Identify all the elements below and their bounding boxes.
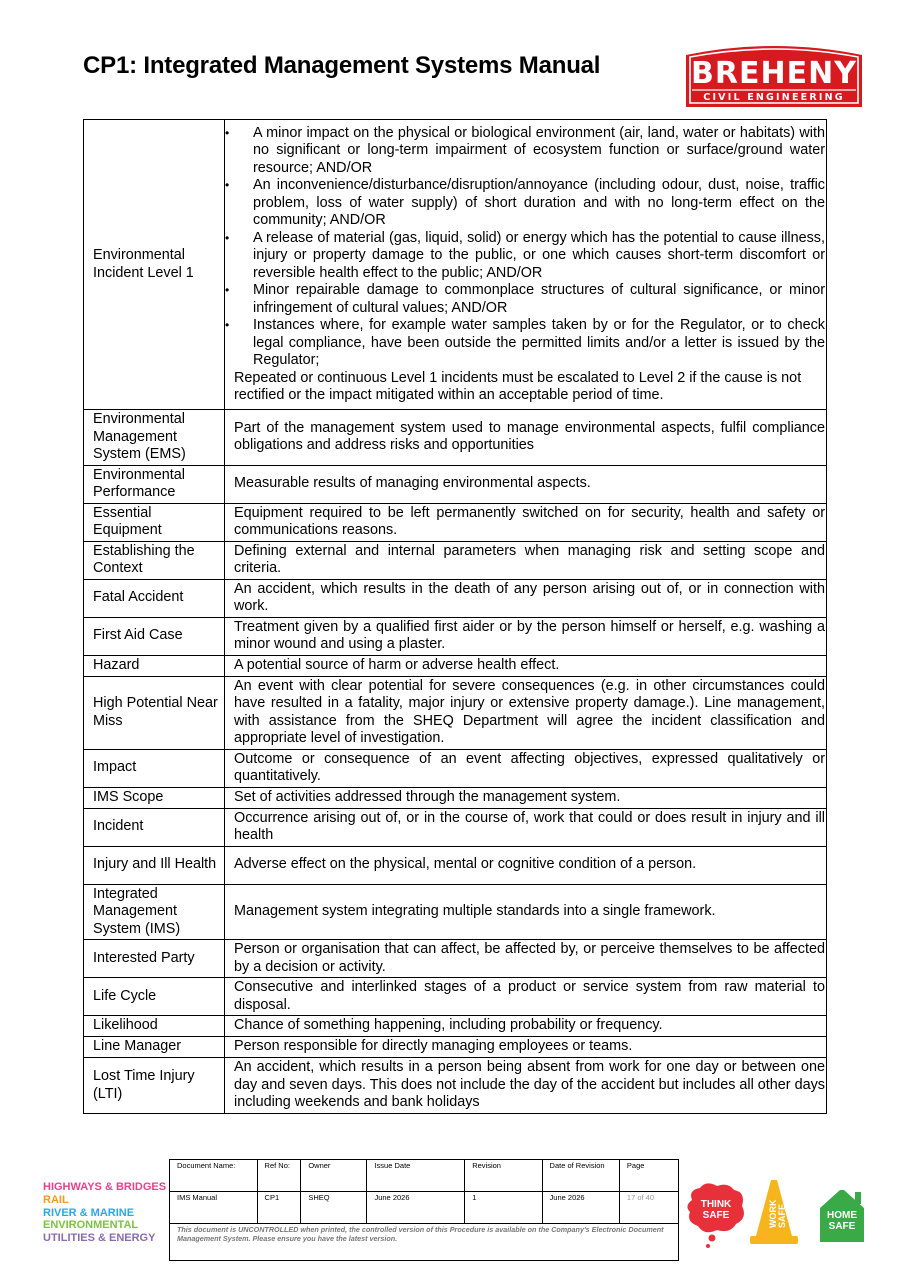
definition-cell: A potential source of harm or adverse health effect. <box>225 655 827 676</box>
term-cell: Essential Equipment <box>84 503 225 541</box>
term-cell: Fatal Accident <box>84 579 225 617</box>
definition-cell: Outcome or consequence of an event affecting objectives, expressed qualitatively or quantitatively. <box>225 749 827 787</box>
revision-value: 1 <box>465 1192 542 1224</box>
definition-cell: Consecutive and interlinked stages of a product or service system from raw material to disposal. <box>225 978 827 1016</box>
term-cell: Lost Time Injury (LTI) <box>84 1058 225 1114</box>
table-row <box>84 787 827 808</box>
term-cell: Environmental Management System (EMS) <box>84 410 225 466</box>
control-header: Ref No: <box>257 1160 301 1192</box>
definition-cell: Chance of something happening, including probability or frequency. <box>225 1016 827 1037</box>
date-of-revision-value: June 2026 <box>542 1192 619 1224</box>
definition-cell: Person or organisation that can affect, be affected by, or perceive themselves to be affected by a decision or activity. <box>225 940 827 978</box>
ref-no-value: CP1 <box>257 1192 301 1224</box>
term-cell: First Aid Case <box>84 617 225 655</box>
definition-cell: Person responsible for directly managing employees or teams. <box>225 1037 827 1058</box>
table-row <box>84 884 827 940</box>
control-value-row <box>170 1192 679 1224</box>
work-safe-label: SAFE <box>777 1203 787 1228</box>
page-number: 17 of 40 <box>619 1192 678 1224</box>
home-safe-icon <box>820 1190 864 1242</box>
table-row <box>84 749 827 787</box>
document-name-value: IMS Manual <box>170 1192 258 1224</box>
term-cell: Life Cycle <box>84 978 225 1016</box>
table-row <box>84 1016 827 1037</box>
definition-cell: Measurable results of managing environmental aspects. <box>225 465 827 503</box>
control-header: Issue Date <box>367 1160 465 1192</box>
sector-list <box>43 1181 166 1245</box>
term-cell: Likelihood <box>84 1016 225 1037</box>
term-cell: High Potential Near Miss <box>84 676 225 749</box>
table-row <box>84 541 827 579</box>
control-header: Owner <box>301 1160 367 1192</box>
term-cell: Environmental Performance <box>84 465 225 503</box>
home-label: HOME <box>827 1210 857 1221</box>
think-safe-icon <box>687 1183 744 1248</box>
control-header: Document Name: <box>170 1160 258 1192</box>
think-safe-label: SAFE <box>702 1210 730 1221</box>
uncontrolled-notice: This document is UNCONTROLLED when printed, the controlled version of this Procedure is available on the Company's Electronic Document Management System. Please ensure you have the latest version. <box>170 1224 679 1261</box>
list-item: • An inconvenience/disturbance/disruption/annoyance (including odour, dust, noise, traffic problem, loss of water supply) of short duration and with no long-term effect on the community; AND/OR <box>253 177 825 230</box>
table-row <box>84 120 827 410</box>
term-cell: IMS Scope <box>84 787 225 808</box>
table-row <box>84 1058 827 1114</box>
term-cell: Impact <box>84 749 225 787</box>
sector-rail: RAIL <box>43 1193 69 1206</box>
definition-cell: Adverse effect on the physical, mental or cognitive condition of a person. <box>225 846 827 884</box>
document-title: CP1: Integrated Management Systems Manual <box>83 52 601 79</box>
definition-cell: Equipment required to be left permanently switched on for security, health and safety or communications reasons. <box>225 503 827 541</box>
term-cell: Interested Party <box>84 940 225 978</box>
table-row <box>84 465 827 503</box>
table-row <box>84 978 827 1016</box>
table-row <box>84 617 827 655</box>
term-cell: Integrated Management System (IMS) <box>84 884 225 940</box>
definitions-table <box>83 119 827 1114</box>
table-row <box>84 846 827 884</box>
term-cell: Establishing the Context <box>84 541 225 579</box>
control-note-row <box>170 1224 679 1261</box>
definition-cell: An event with clear potential for severe consequences (e.g. in other circumstances could have resulted in a fatality, major injury or extensive property damage.). Line management, with assistance from the SHEQ Department will agree the incident classification and appropriate level of investigation. <box>225 676 827 749</box>
table-row <box>84 808 827 846</box>
table-row <box>84 503 827 541</box>
definition-cell: An accident, which results in a person being absent from work for one day or between one day and seven days. This does not include the day of the accident but includes all other days including weekends and bank holidays <box>225 1058 827 1114</box>
control-header: Page <box>619 1160 678 1192</box>
definition-cell: Management system integrating multiple standards into a single framework. <box>225 884 827 940</box>
definition-cell: Part of the management system used to manage environmental aspects, fulfil compliance obligations and address risks and opportunities <box>225 410 827 466</box>
safety-badges <box>684 1178 866 1252</box>
control-header: Date of Revision <box>542 1160 619 1192</box>
control-header: Revision <box>465 1160 542 1192</box>
control-header-row <box>170 1160 679 1192</box>
definition-cell: Set of activities addressed through the management system. <box>225 787 827 808</box>
owner-value: SHEQ <box>301 1192 367 1224</box>
list-item: • A minor impact on the physical or biological environment (air, land, water or habitats) with no significant or long-term impairment of ecosystem function or surface/ground water resource; AND/OR <box>253 125 825 178</box>
sector-highways-bridges: HIGHWAYS & BRIDGES <box>43 1181 167 1193</box>
issue-date-value: June 2026 <box>367 1192 465 1224</box>
table-row <box>84 410 827 466</box>
home-safe-label: SAFE <box>828 1221 856 1232</box>
work-safe-icon <box>750 1180 798 1244</box>
document-control-table <box>169 1159 679 1261</box>
definition-cell <box>225 120 827 410</box>
sector-utilities-energy: UTILITIES & ENERGY <box>43 1232 156 1245</box>
sector-river-marine: RIVER & MARINE <box>43 1206 135 1219</box>
escalation-note: Repeated or continuous Level 1 incidents must be escalated to Level 2 if the cause is not rectified or the impact mitigated within an acceptable period of time. <box>234 369 802 403</box>
logo-tagline: CIVIL ENGINEERING <box>703 92 845 103</box>
term-cell: Line Manager <box>84 1037 225 1058</box>
list-item: • Minor repairable damage to commonplace structures of cultural significance, or minor infringement of cultural values; AND/OR <box>253 282 825 317</box>
definition-cell: Defining external and internal parameters when managing risk and setting scope and criteria. <box>225 541 827 579</box>
sector-environmental: ENVIRONMENTAL <box>43 1219 139 1232</box>
breheny-logo <box>683 41 865 110</box>
list-item: • A release of material (gas, liquid, solid) or energy which has the potential to cause illness, injury or property damage to the public, or one which causes short-term discomfort or reversible health effect to the public; AND/OR <box>253 230 825 283</box>
list-item: • Instances where, for example water samples taken by or for the Regulator, or to check legal compliance, have been outside the permitted limits and/or a letter is issued by the Regulator; <box>253 317 825 370</box>
table-row <box>84 1037 827 1058</box>
table-row <box>84 579 827 617</box>
logo-wordmark: BREHENY <box>691 56 857 91</box>
work-label: WORK <box>768 1199 778 1228</box>
table-row <box>84 655 827 676</box>
term-cell: Incident <box>84 808 225 846</box>
table-row <box>84 940 827 978</box>
table-row <box>84 676 827 749</box>
definition-cell: Treatment given by a qualified first aider or by the person himself or herself, e.g. washing a minor wound and using a plaster. <box>225 617 827 655</box>
term-cell: Hazard <box>84 655 225 676</box>
definition-cell: Occurrence arising out of, or in the course of, work that could or does result in injury and ill health <box>225 808 827 846</box>
bullet-list <box>234 125 825 370</box>
definition-cell: An accident, which results in the death of any person arising out of, or in connection with work. <box>225 579 827 617</box>
think-label: THINK <box>700 1199 732 1210</box>
term-cell: Injury and Ill Health <box>84 846 225 884</box>
term-cell: Environmental Incident Level 1 <box>84 120 225 410</box>
